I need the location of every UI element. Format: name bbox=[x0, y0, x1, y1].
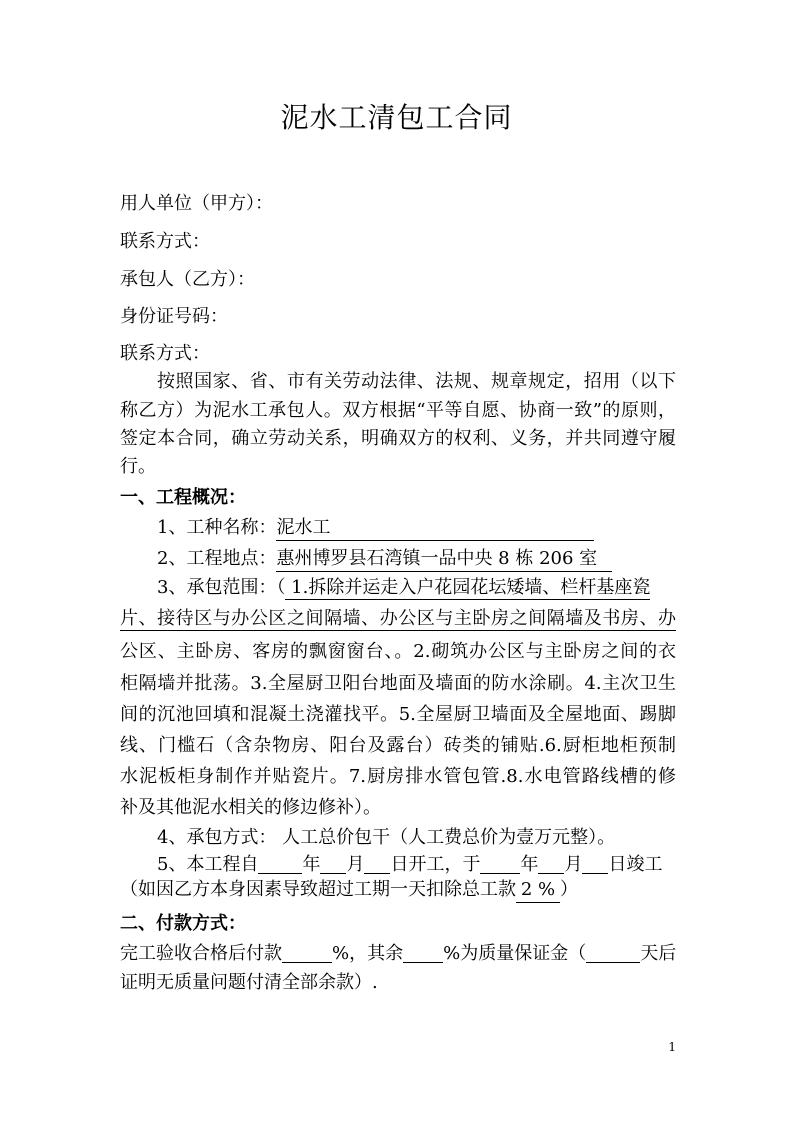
schedule-month-2: 月 bbox=[564, 854, 583, 875]
schedule-year-1: 年 bbox=[302, 854, 321, 875]
section-heading-payment: 二、付款方式： bbox=[120, 913, 246, 934]
payment-text-2: %，其余 bbox=[332, 943, 404, 964]
intro-line-1: 按照国家、省、市有关劳动法律、法规、规章规定，招用（以下 bbox=[157, 371, 676, 392]
payment-text-4: 天后 bbox=[640, 943, 677, 964]
section-heading-project: 一、工程概况： bbox=[120, 487, 246, 508]
scope-line-5: 间的沉池回填和混凝土浇灌找平。5.全屋厨卫墙面及全屋地面、踢脚 bbox=[120, 704, 676, 725]
payment-percent-blank bbox=[282, 942, 332, 963]
contractor-contact-field: 联系方式： bbox=[120, 343, 210, 364]
scope-line-6: 线、门槛石（含杂物房、阳台及露台）砖类的铺贴.6.厨柜地柜预制 bbox=[120, 735, 676, 756]
warranty-days-blank bbox=[586, 942, 640, 963]
penalty-suffix: ） bbox=[560, 879, 578, 900]
start-day-blank bbox=[364, 853, 390, 874]
start-month-blank bbox=[320, 853, 346, 874]
contractor-field: 承包人（乙方）： bbox=[120, 269, 255, 290]
scope-label: 3、承包范围：（ bbox=[157, 577, 286, 598]
intro-line-2: 称乙方）为泥水工承包人。双方根据“平等自愿、协商一致”的原则， bbox=[120, 400, 676, 421]
scope-line-4: 柜隔墙并批荡。3.全屋厨卫阳台地面及墙面的防水涂刷。4.主次卫生 bbox=[120, 673, 676, 694]
payment-text-1: 完工验收合格后付款 bbox=[120, 943, 282, 964]
scope-line-2 bbox=[120, 601, 676, 637]
end-month-blank bbox=[538, 853, 564, 874]
employer-field: 用人单位（甲方）： bbox=[120, 193, 273, 214]
end-year-blank bbox=[480, 853, 520, 874]
payment-line-2: 证明无质量问题付清全部余款）. bbox=[120, 972, 378, 993]
id-number-field: 身份证号码： bbox=[120, 306, 228, 327]
intro-line-4: 行。 bbox=[120, 456, 156, 477]
schedule-start-text: 日开工，于 bbox=[390, 854, 481, 875]
scope-line-3: 公区、主卧房、客房的飘窗窗台、。2.砌筑办公区与主卧房之间的衣 bbox=[120, 641, 676, 662]
schedule-text-1: 5、本工程自 bbox=[157, 854, 259, 875]
location-label: 2、工程地点： bbox=[157, 548, 277, 569]
employer-contact-field: 联系方式： bbox=[120, 231, 210, 252]
retention-percent-blank bbox=[403, 942, 443, 963]
schedule-end-text: 日竣工 bbox=[608, 854, 663, 875]
schedule-month-1: 月 bbox=[346, 854, 365, 875]
page-number: 1 bbox=[668, 1040, 676, 1054]
scope-line-7: 水泥板柜身制作并贴瓷片。7.厨房排水管包管.8.水电管路线槽的修 bbox=[120, 766, 676, 787]
page-title: 泥水工清包工合同 bbox=[280, 101, 513, 134]
payment-text-3: %为质量保证金（ bbox=[443, 943, 587, 964]
item-contract-method: 4、承包方式： 人工总价包干（人工费总价为壹万元整）。 bbox=[157, 827, 616, 848]
end-day-blank bbox=[582, 853, 608, 874]
penalty-line bbox=[120, 872, 676, 908]
penalty-value: 2 % bbox=[516, 878, 560, 903]
penalty-prefix: （如因乙方本身因素导致超过工期一天扣除总工款 bbox=[120, 879, 516, 900]
scope-line-8: 补及其他泥水相关的修边修补）。 bbox=[120, 797, 381, 818]
intro-line-3: 签定本合同，确立劳动关系，明确双方的权利、义务，并共同遵守履 bbox=[120, 428, 676, 449]
scope-text-1: 1.拆除并运走入户花园花坛矮墙、栏杆基座瓷 bbox=[285, 577, 651, 598]
work-type-value: 泥水工 bbox=[276, 516, 594, 541]
schedule-year-2: 年 bbox=[520, 854, 539, 875]
scope-text-2: 片、接待区与办公区之间隔墙、办公区与主卧房之间隔墙及书房、办 bbox=[120, 608, 676, 629]
start-year-blank bbox=[258, 853, 302, 874]
location-value: 惠州博罗县石湾镇一品中央 8 栋 206 室 bbox=[276, 547, 612, 572]
work-type-label: 1、工种名称： bbox=[157, 517, 277, 538]
